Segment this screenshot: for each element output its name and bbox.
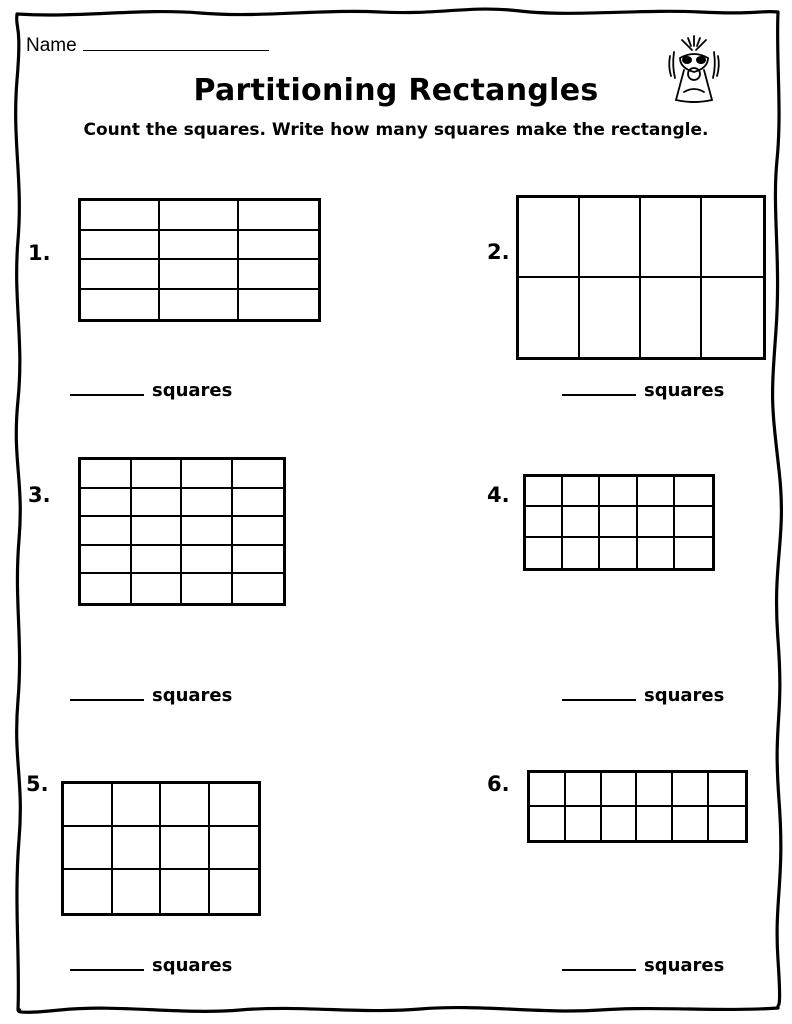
name-label: Name	[26, 35, 77, 56]
grid-square	[530, 807, 566, 841]
grid-square	[702, 278, 763, 358]
grid-square	[81, 460, 132, 489]
grid-square	[160, 231, 239, 261]
problem-6-number: 6.	[487, 772, 510, 796]
grid-square	[638, 507, 675, 537]
problem-5-number: 5.	[26, 772, 49, 796]
grid-square	[113, 827, 162, 870]
grid-square	[233, 460, 284, 489]
angry-face-icon	[664, 28, 724, 108]
grid-square	[64, 784, 113, 827]
problem-4-number: 4.	[487, 483, 510, 507]
grid-square	[526, 477, 563, 507]
grid-square	[210, 827, 259, 870]
grid-square	[566, 807, 602, 841]
grid-square	[239, 260, 318, 290]
grid-square	[673, 807, 709, 841]
grid-square	[602, 807, 638, 841]
grid-square	[81, 201, 160, 231]
name-input-line[interactable]	[83, 34, 269, 51]
grid-square	[210, 870, 259, 913]
grid-square	[132, 546, 183, 575]
grid-square	[160, 290, 239, 320]
grid-square	[641, 198, 702, 278]
grid-square	[132, 574, 183, 603]
problem-6-rectangle	[527, 770, 748, 843]
grid-square	[233, 574, 284, 603]
problem-3-rectangle	[78, 457, 286, 606]
grid-square	[233, 546, 284, 575]
grid-square	[519, 278, 580, 358]
grid-square	[81, 546, 132, 575]
problem-3-answer-suffix: squares	[152, 685, 233, 706]
problem-3-answer-blank[interactable]	[70, 685, 144, 701]
grid-square	[210, 784, 259, 827]
grid-square	[675, 538, 712, 568]
grid-square	[638, 538, 675, 568]
grid-square	[239, 231, 318, 261]
problem-2-rectangle	[516, 195, 766, 360]
problem-1-answer-blank[interactable]	[70, 380, 144, 396]
grid-square	[563, 477, 600, 507]
problem-4-answer[interactable]	[562, 685, 724, 706]
grid-square	[81, 290, 160, 320]
problem-4-answer-blank[interactable]	[562, 685, 636, 701]
problem-2-number: 2.	[487, 240, 510, 264]
grid-square	[132, 460, 183, 489]
grid-square	[675, 477, 712, 507]
grid-square	[530, 773, 566, 807]
grid-square	[580, 198, 641, 278]
grid-square	[113, 784, 162, 827]
page-title: Partitioning Rectangles	[193, 73, 599, 108]
grid-square	[709, 807, 745, 841]
grid-square	[600, 477, 637, 507]
grid-square	[161, 784, 210, 827]
grid-square	[81, 231, 160, 261]
grid-square	[641, 278, 702, 358]
grid-square	[566, 773, 602, 807]
grid-square	[160, 201, 239, 231]
grid-square	[673, 773, 709, 807]
grid-square	[519, 198, 580, 278]
grid-square	[233, 517, 284, 546]
grid-square	[113, 870, 162, 913]
grid-square	[132, 517, 183, 546]
grid-square	[160, 260, 239, 290]
grid-square	[702, 198, 763, 278]
grid-square	[602, 773, 638, 807]
problem-2-answer-blank[interactable]	[562, 380, 636, 396]
grid-square	[709, 773, 745, 807]
grid-square	[182, 546, 233, 575]
grid-square	[239, 290, 318, 320]
problem-1-answer[interactable]	[70, 380, 232, 401]
grid-square	[526, 538, 563, 568]
grid-square	[161, 827, 210, 870]
problem-6-answer-suffix: squares	[644, 955, 725, 976]
problem-5-rectangle	[61, 781, 261, 916]
grid-square	[233, 489, 284, 518]
grid-square	[182, 574, 233, 603]
problem-5-answer-blank[interactable]	[70, 955, 144, 971]
instructions: Count the squares. Write how many squares make the rectangle.	[83, 120, 709, 140]
problem-4-answer-suffix: squares	[644, 685, 725, 706]
grid-square	[64, 827, 113, 870]
grid-square	[239, 201, 318, 231]
grid-square	[638, 477, 675, 507]
problem-2-answer[interactable]	[562, 380, 724, 401]
grid-square	[182, 460, 233, 489]
grid-square	[132, 489, 183, 518]
grid-square	[182, 517, 233, 546]
problem-5-answer[interactable]	[70, 955, 232, 976]
name-field[interactable]	[26, 34, 269, 57]
problem-1-rectangle	[78, 198, 321, 322]
grid-square	[81, 489, 132, 518]
problem-1-number: 1.	[28, 241, 51, 265]
grid-square	[81, 260, 160, 290]
problem-2-answer-suffix: squares	[644, 380, 725, 401]
grid-square	[161, 870, 210, 913]
grid-square	[64, 870, 113, 913]
grid-square	[600, 538, 637, 568]
problem-3-answer[interactable]	[70, 685, 232, 706]
grid-square	[637, 773, 673, 807]
grid-square	[563, 507, 600, 537]
problem-6-answer[interactable]	[562, 955, 724, 976]
problem-4-rectangle	[523, 474, 715, 571]
grid-square	[580, 278, 641, 358]
grid-square	[182, 489, 233, 518]
problem-6-answer-blank[interactable]	[562, 955, 636, 971]
problem-5-answer-suffix: squares	[152, 955, 233, 976]
grid-square	[600, 507, 637, 537]
grid-square	[563, 538, 600, 568]
grid-square	[81, 517, 132, 546]
problem-1-answer-suffix: squares	[152, 380, 233, 401]
grid-square	[81, 574, 132, 603]
grid-square	[675, 507, 712, 537]
grid-square	[526, 507, 563, 537]
grid-square	[637, 807, 673, 841]
problem-3-number: 3.	[28, 483, 51, 507]
